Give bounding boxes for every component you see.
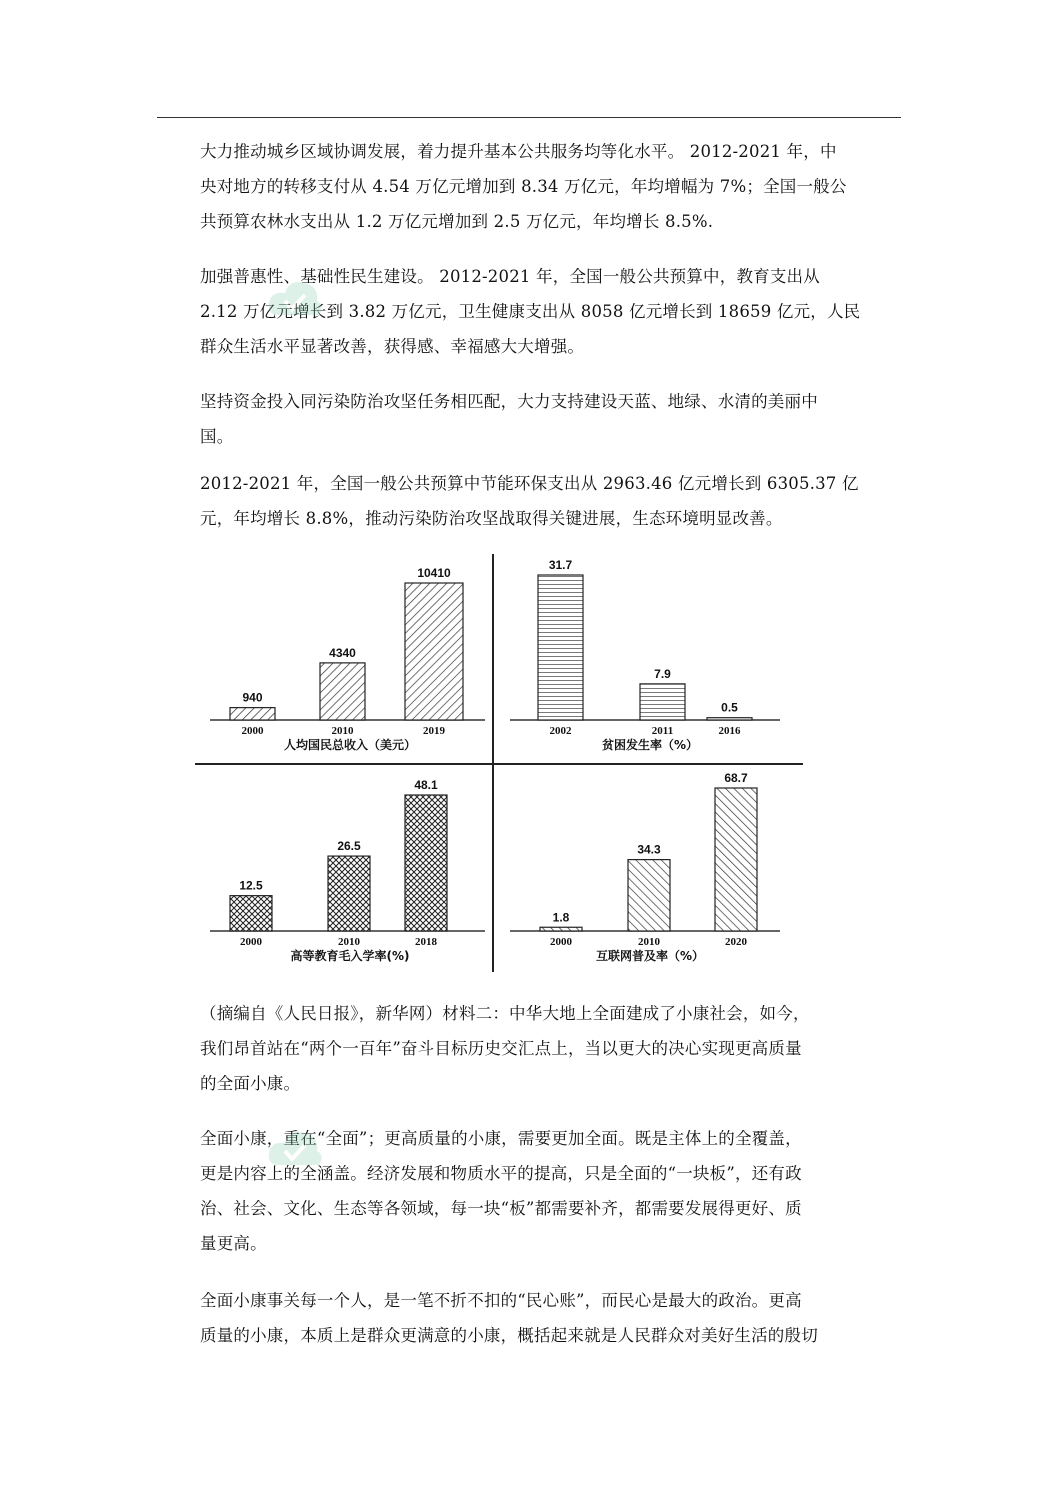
tick-label: 2010 (331, 725, 354, 737)
data-label: 10410 (417, 566, 451, 580)
text-line: 全面小康，重在“全面”；更高质量的小康，需要更加全面。既是主体上的全覆盖， (200, 1129, 802, 1148)
data-label: 1.8 (552, 910, 570, 925)
tick-label: 2010 (338, 936, 360, 948)
text-line: 群众生活水平显著改善，获得感、幸福感大大增强。 (200, 337, 585, 356)
paragraph-3 (200, 384, 890, 454)
chart-3 (210, 778, 485, 963)
text-line: 更是内容上的全涵盖。经济发展和物质水平的提高，只是全面的“一块板”，还有政 (200, 1164, 802, 1183)
data-label: 48.1 (414, 778, 438, 792)
data-label: 7.9 (654, 666, 671, 681)
bar (328, 856, 370, 931)
chart-title: 贫困发生率（%） (601, 738, 699, 752)
chart-title: 互联网普及率（%） (595, 949, 705, 963)
tick-label: 2020 (725, 936, 747, 948)
data-label: 12.5 (239, 878, 263, 893)
text-line: （摘编自《人民日报》，新华网）材料二：中华大地上全面建成了小康社会，如今， (200, 1004, 810, 1023)
chart-title: 人均国民总收入（美元） (283, 738, 417, 752)
text-line: 元，年均增长 8.8%，推动污染防治攻坚战取得关键进展，生态环境明显改善。 (200, 509, 783, 528)
paragraph-7 (200, 1283, 890, 1353)
tick-label: 2000 (240, 936, 262, 948)
paragraph-2 (200, 259, 890, 364)
bar (628, 860, 670, 931)
bar (320, 663, 365, 720)
text-line: 全面小康事关每一个人，是一笔不折不扣的“民心账”，而民心是最大的政治。更高 (200, 1291, 802, 1310)
text-line: 坚持资金投入同污染防治攻坚任务相匹配，大力支持建设天蓝、地绿、水清的美丽中 (200, 392, 818, 411)
bar (640, 684, 685, 720)
chart-panel (195, 548, 815, 978)
tick-label: 2000 (550, 936, 572, 948)
paragraph-5 (200, 996, 890, 1101)
tick-label: 2002 (549, 725, 572, 737)
bar (715, 788, 757, 931)
bar (707, 718, 752, 720)
paragraph-4 (200, 466, 890, 536)
bar (405, 795, 447, 931)
text-line: 央对地方的转移支付从 4.54 万亿元增加到 8.34 万亿元，年均增幅为 7%；全国一般公 (200, 177, 847, 196)
bar (538, 575, 583, 720)
text-line: 国。 (200, 427, 234, 446)
paragraph-1 (200, 134, 890, 239)
data-label: 26.5 (337, 839, 361, 854)
tick-label: 2016 (718, 725, 741, 737)
text-line: 加强普惠性、基础性民生建设。 2012-2021 年，全国一般公共预算中，教育支出从 (200, 267, 820, 286)
data-label: 940 (242, 690, 263, 705)
tick-label: 2019 (423, 725, 445, 737)
tick-label: 2010 (638, 936, 660, 948)
data-label: 34.3 (637, 842, 661, 857)
bar (540, 927, 582, 931)
text-line: 治、社会、文化、生态等各领域，每一块“板”都需要补齐，都需要发展得更好、质 (200, 1199, 802, 1218)
text-line: 2.12 万亿元增长到 3.82 万亿元，卫生健康支出从 8058 亿元增长到 18659 亿元，人民 (200, 302, 861, 321)
text-line: 共预算农林水支出从 1.2 万亿元增加到 2.5 万亿元，年均增长 8.5%. (200, 212, 714, 231)
text-line: 我们昂首站在“两个一百年”奋斗目标历史交汇点上，当以更大的决心实现更高质量 (200, 1039, 802, 1058)
tick-label: 2000 (241, 725, 264, 737)
header-rule (157, 117, 901, 118)
bar (230, 708, 275, 720)
chart-1 (210, 566, 485, 752)
data-label: 68.7 (724, 771, 748, 785)
chart-2 (510, 558, 780, 752)
text-line: 量更高。 (200, 1234, 267, 1253)
tick-label: 2011 (651, 725, 674, 737)
data-label: 4340 (329, 645, 356, 660)
data-label: 31.7 (548, 558, 573, 572)
text-line: 2012-2021 年，全国一般公共预算中节能环保支出从 2963.46 亿元增长到 6305.37 亿 (200, 474, 859, 493)
paragraph-6 (200, 1121, 890, 1261)
text-line: 大力推动城乡区域协调发展，着力提升基本公共服务均等化水平。 2012-2021 年，中 (200, 142, 837, 161)
text-line: 的全面小康。 (200, 1074, 301, 1093)
data-label: 0.5 (721, 700, 738, 715)
bar (230, 896, 272, 931)
text-line: 质量的小康，本质上是群众更满意的小康，概括起来就是人民群众对美好生活的殷切 (200, 1326, 818, 1345)
chart-title: 高等教育毛入学率(%) (290, 949, 410, 963)
bar (405, 583, 463, 720)
chart-4 (510, 771, 780, 963)
tick-label: 2018 (415, 936, 437, 948)
